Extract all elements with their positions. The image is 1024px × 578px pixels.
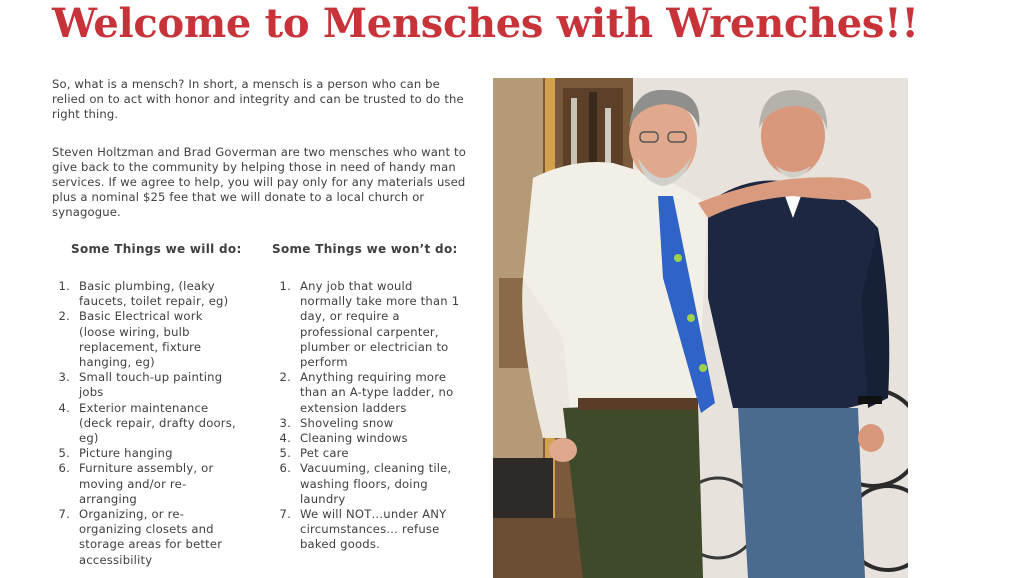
wont-do-item-line: circumstances… refuse — [300, 522, 440, 537]
will-do-item-text — [79, 461, 245, 507]
wont-do-item-line: washing floors, doing — [300, 476, 428, 491]
will-do-item-line: storage areas for better — [79, 537, 223, 552]
will-do-item-number: 3. — [58, 370, 70, 385]
wont-do-item-line: laundry — [300, 491, 346, 506]
wont-do-item-line: extension ladders — [300, 400, 407, 415]
will-do-item-line: Basic Electrical work — [79, 309, 203, 324]
will-do-item — [55, 279, 245, 309]
wont-do-item — [276, 507, 476, 553]
wont-do-item — [276, 370, 476, 416]
will-do-item — [55, 401, 245, 447]
wont-do-item-line: Vacuuming, cleaning tile, — [300, 461, 452, 476]
will-do-item-line: (loose wiring, bulb — [79, 324, 190, 339]
intro-about-us: Steven Holtzman and Brad Goverman are two mensches who want to give back to the community by helping those in need of handy man services. If we agree to help, you will pay only for any materials used plus a nominal $25 fee that we will donate to a local church or synagogue. — [52, 145, 466, 219]
wont-do-item-number: 2. — [279, 370, 291, 385]
will-do-item-text — [79, 370, 245, 400]
will-do-item-line: Exterior maintenance — [79, 400, 209, 415]
wont-do-item-number: 3. — [279, 415, 291, 430]
will-do-item-line: Small touch-up painting — [79, 370, 223, 385]
wont-do-item-number: 5. — [279, 446, 291, 461]
will-do-item-line: hanging, eg) — [79, 355, 155, 370]
wont-do-item-number: 6. — [279, 461, 291, 476]
will-do-item — [55, 461, 245, 507]
will-do-item — [55, 507, 245, 568]
will-do-list — [55, 279, 245, 568]
page-title: Welcome to Mensches with Wrenches!! — [52, 0, 919, 47]
wont-do-item-text — [300, 416, 476, 431]
wont-do-item-line: normally take more than 1 — [300, 294, 460, 309]
wont-do-item — [276, 279, 476, 370]
will-do-item-line: Picture hanging — [79, 446, 173, 461]
wont-do-item-number: 4. — [279, 431, 291, 446]
wont-do-item-text — [300, 431, 476, 446]
will-do-item-line: moving and/or re- — [79, 476, 187, 491]
wont-do-item-line: baked goods. — [300, 537, 380, 552]
wont-do-item-line: day, or require a — [300, 309, 400, 324]
wont-do-item-line: perform — [300, 355, 348, 370]
wont-do-item-line: We will NOT…under ANY — [300, 507, 447, 522]
will-do-item-text — [79, 401, 245, 447]
will-do-item-line: Furniture assembly, or — [79, 461, 214, 476]
will-do-item — [55, 309, 245, 370]
will-do-item-line: eg) — [79, 431, 99, 446]
wont-do-item-line: plumber or electrician to — [300, 339, 449, 354]
wont-do-item-line: Cleaning windows — [300, 431, 408, 446]
will-do-item-text — [79, 507, 245, 568]
founders-photo — [493, 78, 908, 578]
will-do-item-number: 2. — [58, 309, 70, 324]
wont-do-item — [276, 461, 476, 507]
will-do-item — [55, 446, 245, 461]
wont-do-item — [276, 416, 476, 431]
will-do-item-number: 6. — [58, 461, 70, 476]
will-do-item-line: Organizing, or re- — [79, 507, 185, 522]
will-do-item-text — [79, 309, 245, 370]
will-do-item-line: organizing closets and — [79, 522, 214, 537]
will-do-item-line: accessibility — [79, 552, 153, 567]
will-do-item-number: 5. — [58, 446, 70, 461]
intro-mensch-definition: So, what is a mensch? In short, a mensch is a person who can be relied on to act with honor and integrity and can be trusted to do the right thing. — [52, 77, 464, 121]
will-do-item-line: arranging — [79, 491, 137, 506]
wont-do-list — [276, 279, 476, 553]
wont-do-heading: Some Things we won’t do: — [272, 242, 458, 256]
wont-do-item-line: Shoveling snow — [300, 415, 394, 430]
wont-do-item-line: Any job that would — [300, 279, 413, 293]
wont-do-item-text — [300, 446, 476, 461]
will-do-item-number: 1. — [58, 279, 70, 293]
wont-do-item-line: Pet care — [300, 446, 349, 461]
wont-do-item-number: 7. — [279, 507, 291, 522]
wont-do-item — [276, 431, 476, 446]
wont-do-item-line: professional carpenter, — [300, 324, 439, 339]
will-do-heading: Some Things we will do: — [71, 242, 242, 256]
wont-do-item-text — [300, 370, 476, 416]
wont-do-item-text — [300, 507, 476, 553]
will-do-item-line: replacement, fixture — [79, 339, 202, 354]
will-do-item-text — [79, 446, 245, 461]
will-do-item-number: 4. — [58, 400, 70, 415]
will-do-item-line: (deck repair, drafty doors, — [79, 415, 236, 430]
will-do-item-text — [79, 279, 245, 309]
will-do-item-line: faucets, toilet repair, eg) — [79, 294, 229, 309]
wont-do-item-text — [300, 279, 476, 370]
wont-do-item-line: than an A-type ladder, no — [300, 385, 454, 400]
will-do-item-number: 7. — [58, 507, 70, 522]
will-do-item — [55, 370, 245, 400]
wont-do-item-line: Anything requiring more — [300, 370, 447, 385]
wont-do-item-number: 1. — [279, 279, 291, 293]
will-do-item-line: Basic plumbing, (leaky — [79, 279, 215, 293]
will-do-item-line: jobs — [79, 385, 104, 400]
wont-do-item — [276, 446, 476, 461]
wont-do-item-text — [300, 461, 476, 507]
